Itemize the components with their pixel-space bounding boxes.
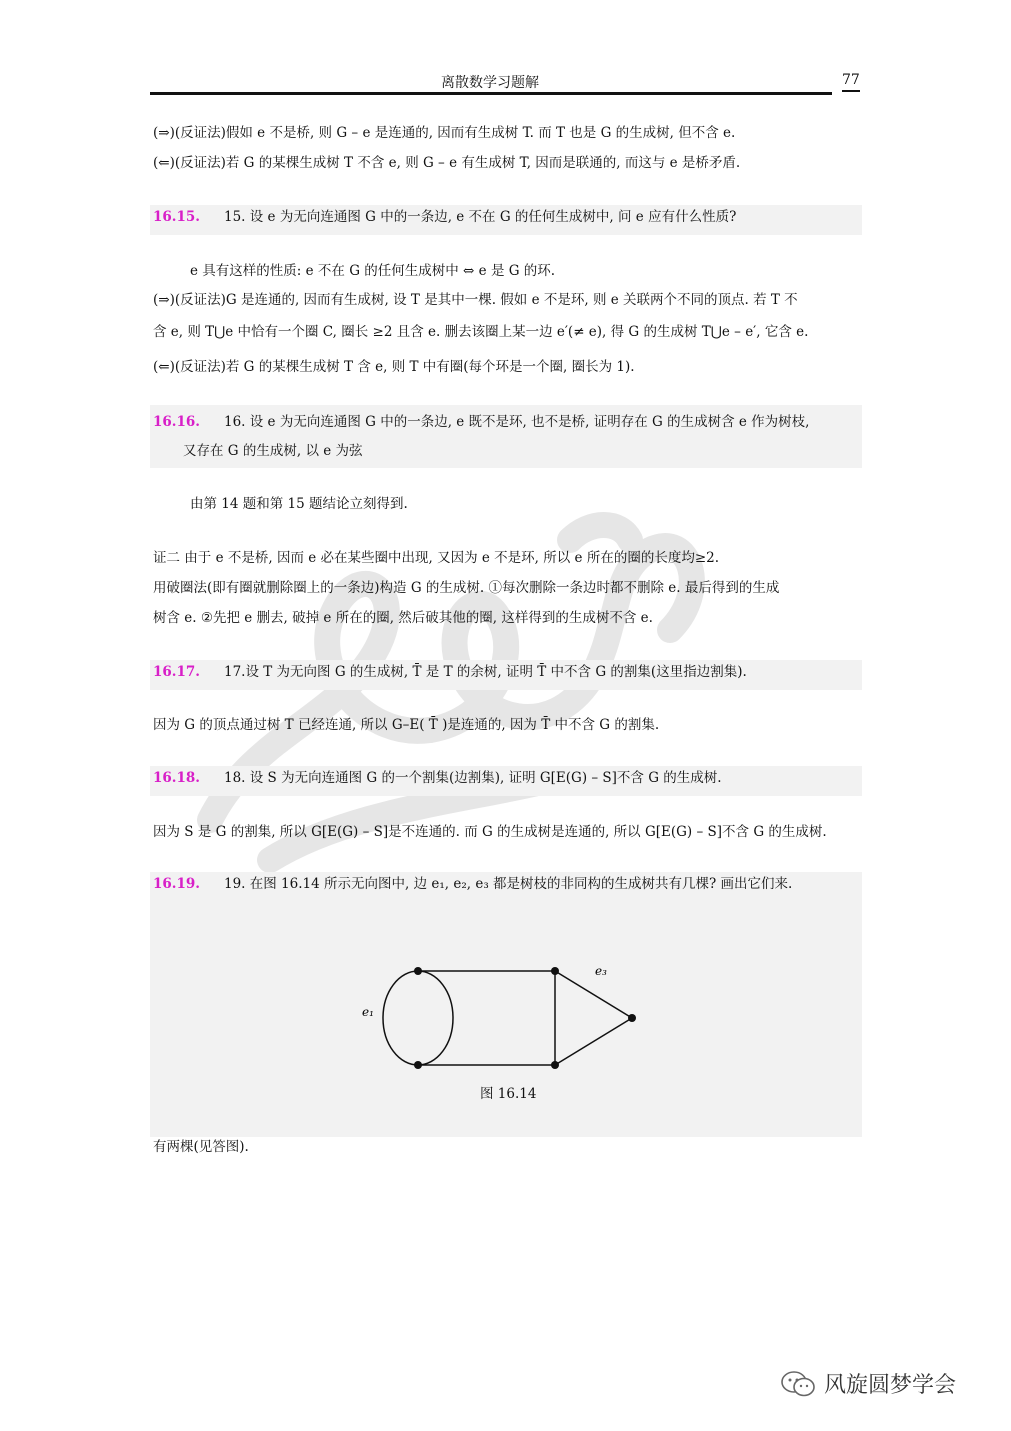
edge-e1-loop xyxy=(383,971,453,1065)
text-line: 因为 S 是 G 的割集, 所以 G[E(G) – S]是不连通的. 而 G 的生成树是连通的, 所以 G[E(G) – S]不含 G 的生成树. xyxy=(153,824,827,840)
text-line: 证二 由于 e 不是桥, 因而 e 必在某些圈中出现, 又因为 e 不是环, 所以 e 所在的圈的长度均≥2. xyxy=(153,550,720,566)
graph-figure-16-14 xyxy=(355,955,655,1080)
edge-label-e1: e₁ xyxy=(362,1005,374,1019)
text-line: 由第 14 题和第 15 题结论立刻得到. xyxy=(190,496,408,512)
header-rule xyxy=(150,92,832,95)
question-number: 16.17. xyxy=(153,664,200,680)
question-text: 19. 在图 16.14 所示无向图中, 边 e₁, e₂, e₃ 都是树枝的非同构的生成树共有几棵? 画出它们来. xyxy=(224,876,793,892)
wechat-logo xyxy=(780,1368,956,1399)
text-line: (⇒)(反证法)G 是连通的, 因而有生成树, 设 T 是其中一棵. 假如 e 不是环, 则 e 关联两个不同的顶点. 若 T 不 xyxy=(153,292,798,308)
question-number: 16.18. xyxy=(153,770,200,786)
vertex xyxy=(551,967,559,975)
question-box-16-16 xyxy=(150,405,862,468)
question-text: 18. 设 S 为无向连通图 G 的一个割集(边割集), 证明 G[E(G) – S]不含 G 的生成树. xyxy=(224,770,722,786)
question-text: 又存在 G 的生成树, 以 e 为弦 xyxy=(183,443,363,459)
text-line: (⇒)(反证法)假如 e 不是桥, 则 G – e 是连通的, 因而有生成树 T. 而 T 也是 G 的生成树, 但不含 e. xyxy=(153,125,736,141)
vertex xyxy=(628,1014,636,1022)
text-line: 有两棵(见答图). xyxy=(153,1139,249,1155)
text-line: (⇐)(反证法)若 G 的某棵生成树 T 含 e, 则 T 中有圈(每个环是一个圈, 圈长为 1). xyxy=(153,359,635,375)
edge-label-e3: e₃ xyxy=(595,964,607,978)
question-text: 15. 设 e 为无向连通图 G 中的一条边, e 不在 G 的任何生成树中, 问 e 应有什么性质? xyxy=(224,209,737,225)
edge-lower-diagonal xyxy=(555,1018,632,1065)
logo-text: 风旋圆梦学会 xyxy=(824,1373,957,1398)
text-line: 因为 G 的顶点通过树 T 已经连通, 所以 G–E( T̄ )是连通的, 因为 T̄ 中不含 G 的割集. xyxy=(153,717,660,733)
wechat-icon xyxy=(780,1370,816,1398)
question-box-16-17 xyxy=(150,660,862,690)
text-line: (⇐)(反证法)若 G 的某棵生成树 T 不含 e, 则 G – e 有生成树 T, 因而是联通的, 而这与 e 是桥矛盾. xyxy=(153,155,741,171)
question-box-16-18 xyxy=(150,766,862,796)
text-line: 树含 e. ②先把 e 删去, 破掉 e 所在的圈, 然后破其他的圈, 这样得到的生成树不含 e. xyxy=(153,610,653,626)
question-text: 17.设 T 为无向图 G 的生成树, T̄ 是 T 的余树, 证明 T̄ 中不含 G 的割集(这里指边割集). xyxy=(224,664,747,680)
question-box-16-15 xyxy=(150,205,862,235)
text-line: 含 e, 则 T⋃e 中恰有一个圈 C, 圈长 ≥2 且含 e. 删去该圈上某一边 e′(≠ e), 得 G 的生成树 T⋃e – e′, 它含 e. xyxy=(153,324,809,340)
vertex xyxy=(551,1061,559,1069)
text-line: e 具有这样的性质: e 不在 G 的任何生成树中 ⇔ e 是 G 的环. xyxy=(190,263,556,279)
page-number: 77 xyxy=(842,72,860,92)
question-number: 16.19. xyxy=(153,876,200,892)
question-number: 16.16. xyxy=(153,414,200,430)
vertex xyxy=(414,967,422,975)
edge-e3 xyxy=(555,971,632,1018)
text-line: 用破圈法(即有圈就删除圈上的一条边)构造 G 的生成树. ①每次删除一条边时都不删除 e. 最后得到的生成 xyxy=(153,580,780,596)
vertex xyxy=(414,1061,422,1069)
page-header-title: 离散数学习题解 xyxy=(441,75,539,91)
question-text: 16. 设 e 为无向连通图 G 中的一条边, e 既不是环, 也不是桥, 证明存在 G 的生成树含 e 作为树枝, xyxy=(224,414,810,430)
question-number: 16.15. xyxy=(153,209,200,225)
figure-caption: 图 16.14 xyxy=(480,1086,537,1102)
